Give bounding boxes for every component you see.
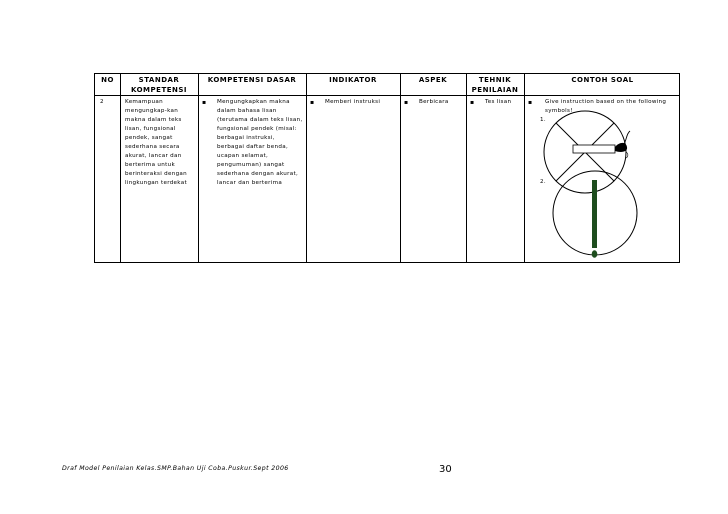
bullet-icon: ▪ [470,99,475,106]
row-number: 2 [100,99,104,105]
symbols-drawing [543,104,663,264]
table-header [95,74,679,96]
header-contoh-soal: CONTOH SOAL [571,76,634,84]
column-divider [198,74,199,262]
standar-kompetensi-text: Kemampuan mengungkap-kan makna dalam teks lisan, fungsional pendek, sangat sederhana secara akurat, lancar dan berterima untuk berinteraksi dengan lingkungan terdekat [125,99,188,186]
column-divider [306,74,307,262]
no-smoking-icon [544,111,630,193]
question-number-1: 1. [540,117,546,123]
aspek-text: Berbicara [419,99,449,105]
teknik-text: Tes lisan [485,99,512,105]
assessment-table [94,73,680,263]
bullet-icon: ▪ [310,99,315,106]
header-kompetensi-dasar: KOMPETENSI DASAR [207,76,297,84]
bullet-icon: ▪ [202,99,207,106]
column-divider [524,74,525,262]
kompetensi-dasar-text: Mengungkapkan makna dalam bahasa lisan (terutama dalam teks lisan, fungsional pendek (misal: berbagai instruksi, berbagai daftar benda, ucapan selamat, pengumuman) sangat sederhana dengan akurat, lancar dan berterima [217,99,303,186]
question-number-2: 2. [540,179,546,185]
page-number: 30 [439,464,452,475]
column-divider [120,74,121,262]
bullet-icon: ▪ [404,99,409,106]
header-indikator: INDIKATOR [329,76,377,84]
header-aspek: ASPEK [418,76,448,84]
column-divider [466,74,467,262]
indikator-text: Memberi instruksi [325,99,381,105]
header-standar-kompetensi: STANDAR KOMPETENSI [131,76,187,94]
contoh-soal-instruction: Give instruction based on the following symbols! [545,99,667,114]
header-teknik-penilaian: TEHNIK PENILAIAN [471,76,519,94]
header-no: NO [101,76,114,84]
keep-quiet-icon [553,171,637,258]
column-divider [400,74,401,262]
bullet-icon: ▪ [528,99,533,106]
footer-text: Draf Model Penilaian Kelas.SMP.Bahan Uji Coba.Puskur.Sept 2006 [62,465,289,472]
